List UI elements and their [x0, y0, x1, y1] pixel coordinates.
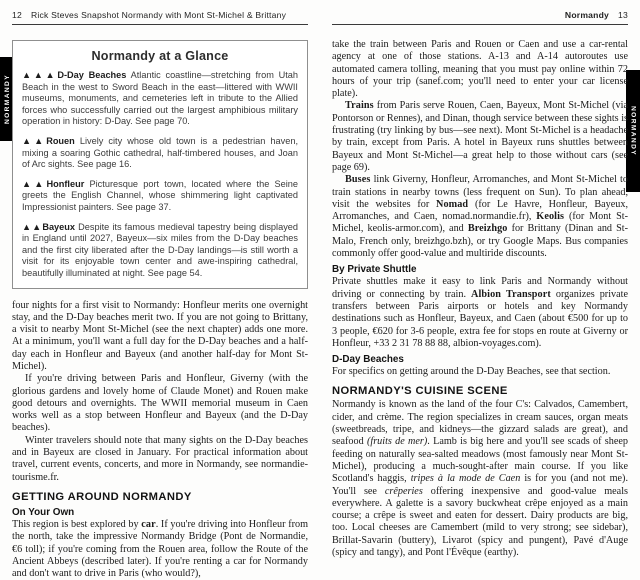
paragraph-buses: Buses link Giverny, Honfleur, Arromanches, and Mont St-Michel to train stations in nearby towns (less frequent on Sun). To plan ahead, visit the websites for Nomad (for Le Havre, Honfleur, Bayeux, Arromanches, and Caen, nomad.normandie.fr), Keolis (for Mont St-Michel, keolis-armor.com), and Breizhgo for Brittany (Dinan and St-Malo, French only, breizhgo.bzh), or try Google Maps. Bus companies commonly offer good-value and multiride discounts. — [332, 174, 628, 260]
glance-entry-description: Lively city whose old town is a pedestrian haven, mixing a soaring Gothic cathedral, half-timbered houses, and Joan of Arc sights. See page 16. — [22, 135, 298, 170]
glance-entry-name: Honfleur — [46, 178, 85, 189]
glance-entry-honfleur — [22, 179, 298, 214]
page-number-left: 12 — [12, 10, 22, 20]
paragraph-car-continued: take the train between Paris and Rouen or Caen and use a car-rental agency at one of those stations. A-13 and A-14 autoroutes use automated camera tolling, meaning that you must pay online within 72 hours of your trip (sanef.com; you'll need to enter your car license plate). — [332, 39, 628, 100]
chapter-tab-right-label: NORMANDY — [629, 105, 637, 157]
rating-triangles-icon: ▲▲ — [22, 178, 47, 189]
rating-triangles-icon: ▲▲ — [22, 135, 47, 146]
page-right — [332, 10, 628, 559]
normandy-at-a-glance-box — [12, 40, 308, 289]
page-number-right: 13 — [618, 10, 628, 20]
glance-entry-description: Picturesque port town, located where the Seine greets the English Channel, whose shimmering light captivated Impressionist painters. See page 37. — [22, 178, 299, 212]
rating-triangles-icon: ▲▲▲ — [22, 70, 58, 80]
subsection-heading-dday-beaches: D-Day Beaches — [332, 354, 404, 366]
glance-entry-name: D-Day Beaches — [57, 70, 127, 80]
running-head-right — [332, 10, 628, 25]
glance-entry-description: Despite its famous medieval tapestry being displayed in England until 2027, Bayeux—six miles from the D-Day beaches and the first city liberated after the D-Day landings—is still worth a visit for its enjoyable town center and awe-inspiring cathedral, beautifully illuminated at night. See page 54. — [22, 221, 299, 278]
rating-triangles-icon: ▲▲ — [22, 221, 43, 232]
paragraph-planning-2: If you're driving between Paris and Honfleur, Giverny (with the glorious gardens and lovely home of Claude Monet) and Rouen make good detours and overnights. The WWII memorial museum in Caen works well as a stop between Honfleur and Bayeux (and the D-Day beaches). — [12, 373, 308, 434]
book-title: Rick Steves Snapshot Normandy with Mont St-Michel & Brittany — [30, 10, 287, 20]
glance-entry-rouen — [22, 136, 298, 171]
glance-entry-dday-beaches — [22, 70, 298, 128]
paragraph-private-shuttle: Private shuttles make it easy to link Paris and Normandy without driving or connecting by train. Albion Transport organizes private transfers between Paris airports or hotels and key Normandy destinations such as Honfleur, Bayeux, and Caen (about €500 for up to 3 people, €620 for 3-6 people, extra fee for stops en route at Giverny or Honfleur, +33 2 31 78 88 88, albion-voyages.com). — [332, 276, 628, 349]
chapter-tab-right — [626, 70, 640, 192]
glance-entry-bayeux — [22, 222, 298, 280]
chapter-tab-left-label: NORMANDY — [3, 73, 11, 125]
subsection-heading-private-shuttle: By Private Shuttle — [332, 264, 417, 276]
running-head-left — [12, 10, 308, 25]
section-heading-cuisine-scene: NORMANDY'S CUISINE SCENE — [332, 385, 508, 398]
subsection-heading-on-your-own: On Your Own — [12, 506, 75, 518]
paragraph-dday-beaches: For specifics on getting around the D-Day Beaches, see that section. — [332, 366, 611, 378]
section-heading-getting-around: GETTING AROUND NORMANDY — [12, 490, 192, 503]
glance-entry-name: Rouen — [46, 135, 75, 146]
paragraph-trains: Trains from Paris serve Rouen, Caen, Bayeux, Mont St-Michel (via Pontorson or Rennes), and Dinan, though service between these sights is frustrating (try linking by bus—see next). Mont St-Michel is a headache by train, except from Paris. A hotel in Bayeux runs shuttles between Bayeux and Mont St-Michel—a great help to those without cars (see page 69). — [332, 100, 628, 173]
paragraph-planning-1: four nights for a first visit to Normandy: Honfleur merits one overnight stay, and the D-Day beaches merit two. If you are not going to Brittany, a visit to nearby Mont St-Michel (see the next chapter) adds one more. At a minimum, you'll want a full day for the D-Day beaches and a half-day each in Honfleur and Bayeux (and another half-day for Mont St-Michel). — [12, 299, 308, 372]
paragraph-on-your-own: This region is best explored by car. If you're driving into Honfleur from the north, take the impressive Normandy Bridge (Pont de Normandie, €6 toll); if you're coming from the Rouen area, follow the Route of the Ancient Abbeys (described later). If you're renting a car for Normandy and don't want to drive in Paris (who would?), — [12, 518, 309, 580]
paragraph-planning-3: Winter travelers should note that many sights on the D-Day beaches and in Bayeux are closed in January. For practical information about travel, current events, concerts, and more in Normandy, see normandie-tourisme.fr. — [12, 434, 308, 483]
chapter-title: Normandy — [564, 10, 610, 20]
glance-box-title: Normandy at a Glance — [91, 49, 229, 63]
page-left — [12, 10, 308, 580]
glance-entry-name: Bayeux — [42, 221, 75, 232]
glance-entry-description: Atlantic coastline—stretching from Utah Beach in the west to Sword Beach in the east—littered with WWII museums, monuments, and cemeteries left in tribute to the Allied forces who successfully carried out the largest amphibious military operation in history: D-Day. See page 70. — [22, 70, 299, 127]
paragraph-cuisine-scene: Normandy is known as the land of the four C's: Calvados, Camembert, cider, and crème. The region specializes in cream sauces, organ meats (sweetbreads, tripe, and kidneys—the gizzard salads are great), and seafood (fruits de mer). Lamb is big here and you'll see scads of sheep feeding on naturally sea-salted meadows (most famously near Mont St-Michel), producing a much-sought-after main course. If you like Scotland's haggis, tripes à la mode de Caen is for you (and not me). You'll see crêperies offering inexpensive and good-value meals everywhere. A galette is a savory buckwheat crêpe enjoyed as a main course; a crêpe is sweet and eaten for dessert. Dairy products are big, too. Local cheeses are Camembert (mild to very strong; see sidebar), Brillat-Savarin (buttery), Livarot (spicy and pungent), Pavé d'Auge (spicy and tangy), and Pont l'Évêque (earthy). — [332, 399, 629, 558]
